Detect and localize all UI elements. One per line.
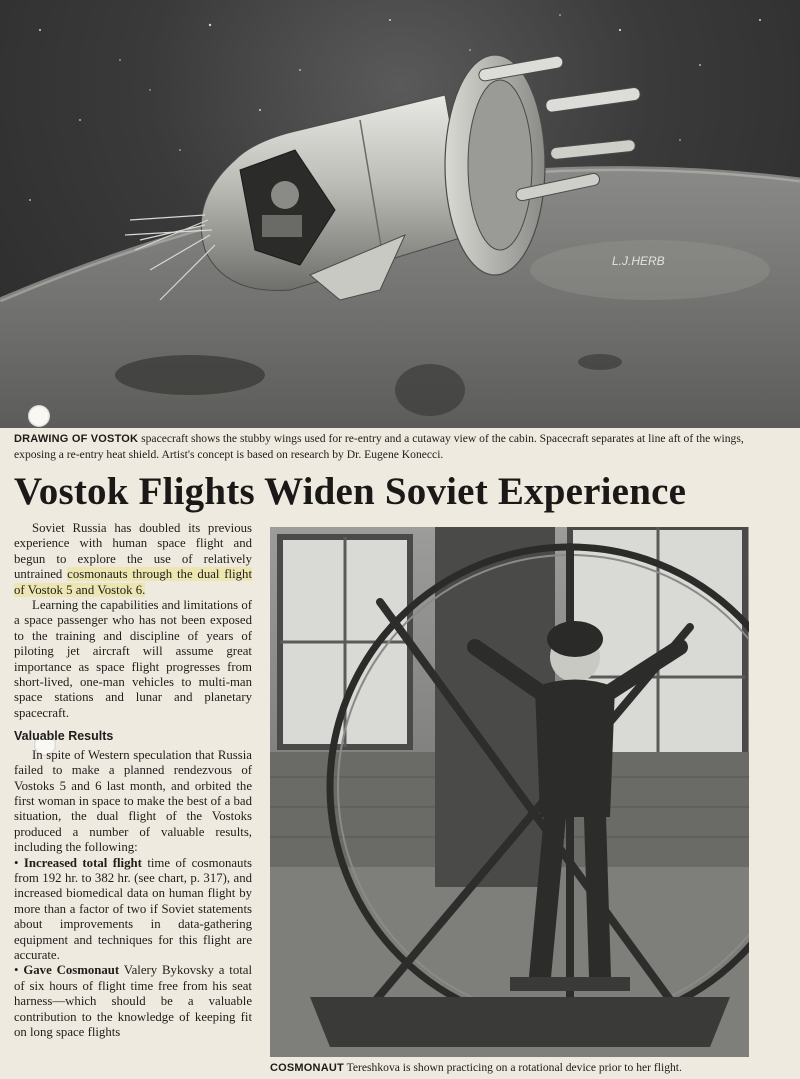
cosmonaut-photo [270, 527, 749, 1057]
artist-signature: L.J.HERB [612, 254, 665, 268]
article-headline: Vostok Flights Widen Soviet Experience [14, 470, 687, 513]
bullet-gave-cosmonaut-lead: Gave Cosmonaut [23, 963, 120, 978]
paragraph-intro-text: Soviet Russia has doubled its previous experience with human space flight and begun to explore the use of relatively untrained [14, 521, 252, 582]
bullet-increased-flight: • Increased total flight time of cosmonauts from 192 hr. to 382 hr. (see chart, p. 317), and increased biomedical data on human flight by more than a factor of two if Soviet statements about improvements in data-gathering equipment and techniques for this flight are accurate. [14, 855, 252, 962]
article-body [14, 521, 252, 1040]
illustration-caption [14, 431, 786, 462]
photo-caption-lead: COSMONAUT [270, 1062, 344, 1074]
paragraph-intro [14, 521, 252, 598]
vostok-drawing [0, 0, 800, 428]
photo-caption-text: Tereshkova is shown practicing on a rotational device prior to her flight. [346, 1061, 682, 1074]
illustration-caption-lead: DRAWING OF VOSTOK [14, 433, 139, 445]
paragraph-speculation: In spite of Western speculation that Russia failed to make a planned rendezvous of Vostoks 5 and 6 last month, and orbited the first woman in space to make the best of a bad situation, the dual flight of the Vostoks produced a number of valuable results, including the following: [14, 747, 252, 855]
highlighted-text: cosmonauts through the dual flight of Vostok 5 and Vostok 6. [14, 567, 252, 597]
illustration-caption-text: spacecraft shows the stubby wings used for re-entry and a cutaway view of the cabin. Spacecraft separates at line aft of the wings, exposing a re-entry heat shield. Artist's concept is based on research by Dr. Eugene Konecci. [14, 432, 744, 461]
paragraph-learning: Learning the capabilities and limitations of a space passenger who has not been exposed to the training and discipline of years of piloting jet aircraft will assume great importance as space flight progresses from short-lived, one-man vehicles to multi-man space stations and lunar and planetary spacecraft. [14, 598, 252, 720]
photo-caption [270, 1061, 790, 1075]
bullet-increased-flight-text: time of cosmonauts from 192 hr. to 382 hr. (see chart, p. 317), and increased biomedical data on human flight by more than a factor of two if Soviet statements about improvements in data-gathering equipment and techniques for this flight are accurate. [14, 855, 252, 962]
rotational-device-photo [270, 527, 749, 1057]
vostok-illustration [0, 0, 800, 428]
bullet-increased-flight-lead: Increased total flight [23, 855, 142, 870]
punch-hole-top [28, 405, 50, 427]
bullet-gave-cosmonaut-text: Valery Bykovsky a total of six hours of flight time free from his seat harness—which should be a valuable contribution to the knowledge of keeping fit on long space flights [14, 963, 253, 1039]
subhead-valuable-results: Valuable Results [14, 729, 114, 744]
bullet-gave-cosmonaut: • Gave Cosmonaut Valery Bykovsky a total of six hours of flight time free from his seat harness—which should be a valuable contribution to the knowledge of keeping fit on long space flights [14, 963, 253, 1039]
